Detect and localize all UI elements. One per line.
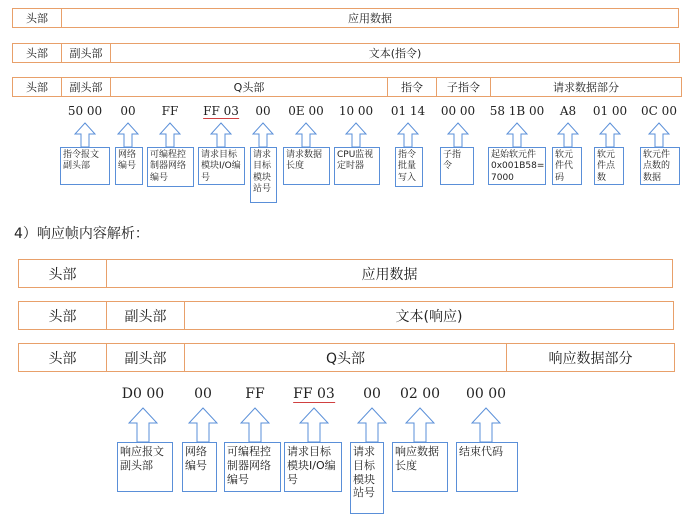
request-up-arrow: [74, 122, 96, 148]
response-field-label: 请求 目标 模块 站号: [350, 442, 384, 514]
request-subheader-cell: 副头部: [61, 77, 111, 97]
response-up-arrow: [188, 407, 218, 443]
request-command-cell: 指令: [387, 77, 437, 97]
request-hex-value: 50 00: [67, 104, 103, 118]
response-row-application: [18, 259, 673, 288]
response-hex-value: 00 00: [465, 386, 507, 402]
response-field-label: 响应报文 副头部: [117, 442, 173, 492]
request-hex-value: 58 1B 00: [489, 104, 545, 118]
request-up-arrow: [557, 122, 579, 148]
request-hex-value: 10 00: [338, 104, 374, 118]
request-subcommand-cell: 子指令: [436, 77, 491, 97]
request-hex-value: 00: [255, 104, 271, 118]
response-application-data-cell: 应用数据: [106, 259, 673, 288]
request-row-text: [12, 43, 680, 63]
request-field-label: CPU监视 定时器: [334, 147, 380, 185]
section-heading: 4）响应帧内容解析：: [14, 226, 149, 242]
response-hex-value: 00: [194, 386, 212, 402]
response-hex-value: D0 00: [121, 386, 165, 402]
response-field-label: 结束代码: [456, 442, 518, 492]
request-hex-value: 01 00: [592, 104, 628, 118]
request-up-arrow: [397, 122, 419, 148]
response-field-label: 请求目标 模块I/O编 号: [284, 442, 342, 492]
request-field-label: 请求数据 长度: [283, 147, 330, 185]
response-data-part-cell: 响应数据部分: [506, 343, 675, 372]
response-hex-value: 00: [363, 386, 381, 402]
response-row-fields: [18, 343, 675, 372]
request-q-header-cell: Q头部: [110, 77, 388, 97]
response-field-label: 响应数据 长度: [392, 442, 448, 492]
request-up-arrow: [210, 122, 232, 148]
response-field-label: 网络 编号: [182, 442, 217, 492]
request-hex-value: 0E 00: [288, 104, 324, 118]
request-field-label: 网络 编号: [115, 147, 143, 185]
response-subheader-cell: 副头部: [106, 301, 185, 330]
request-field-label: 指令报文 副头部: [60, 147, 110, 185]
request-up-arrow: [252, 122, 274, 148]
response-text-cell: 文本(响应): [184, 301, 674, 330]
response-hex-value: FF 03: [293, 386, 335, 402]
response-header-cell: 头部: [18, 259, 107, 288]
response-row-text: [18, 301, 674, 330]
response-up-arrow: [299, 407, 329, 443]
request-row-fields: [12, 77, 682, 97]
request-up-arrow: [648, 122, 670, 148]
request-field-label: 指令 批量 写入: [395, 147, 423, 187]
request-up-arrow: [345, 122, 367, 148]
response-header-cell: 头部: [18, 343, 107, 372]
request-header-cell: 头部: [12, 43, 62, 63]
request-up-arrow: [599, 122, 621, 148]
request-hex-value: FF 03: [203, 104, 239, 118]
request-header-cell: 头部: [12, 8, 62, 28]
response-up-arrow: [471, 407, 501, 443]
request-field-label: 请求目标 模块I/O编 号: [198, 147, 245, 185]
request-subheader-cell: 副头部: [61, 43, 111, 63]
request-up-arrow: [117, 122, 139, 148]
request-field-label: 软元件 点数的 数据: [640, 147, 680, 185]
response-up-arrow: [357, 407, 387, 443]
response-q-header-cell: Q头部: [184, 343, 507, 372]
request-hex-value: 00 00: [440, 104, 476, 118]
request-row-application: [12, 8, 679, 28]
request-application-data-cell: 应用数据: [61, 8, 679, 28]
request-field-label: 子指 令: [440, 147, 474, 185]
response-hex-value: 02 00: [399, 386, 441, 402]
request-data-part-cell: 请求数据部分: [490, 77, 682, 97]
request-field-label: 请求 目标 模块 站号: [250, 147, 277, 203]
request-text-cell: 文本(指令): [110, 43, 680, 63]
response-header-cell: 头部: [18, 301, 107, 330]
response-up-arrow: [240, 407, 270, 443]
request-field-label: 软元 件点 数: [594, 147, 624, 185]
request-hex-value: 01 14: [390, 104, 426, 118]
request-hex-value: 00: [120, 104, 136, 118]
response-field-label: 可编程控 制器网络 编号: [224, 442, 281, 492]
request-hex-value: 0C 00: [641, 104, 677, 118]
request-field-label: 可编程控 制器网络 编号: [147, 147, 194, 187]
request-field-label: 软元 件代 码: [552, 147, 582, 185]
response-up-arrow: [405, 407, 435, 443]
response-up-arrow: [128, 407, 158, 443]
request-field-label: 起始软元件 0x001B58= 7000: [488, 147, 546, 185]
request-up-arrow: [295, 122, 317, 148]
response-hex-value: FF: [245, 386, 265, 402]
request-hex-value: A8: [559, 104, 577, 118]
request-up-arrow: [506, 122, 528, 148]
request-up-arrow: [447, 122, 469, 148]
request-hex-value: FF: [161, 104, 179, 118]
response-subheader-cell: 副头部: [106, 343, 185, 372]
request-up-arrow: [159, 122, 181, 148]
request-header-cell: 头部: [12, 77, 62, 97]
